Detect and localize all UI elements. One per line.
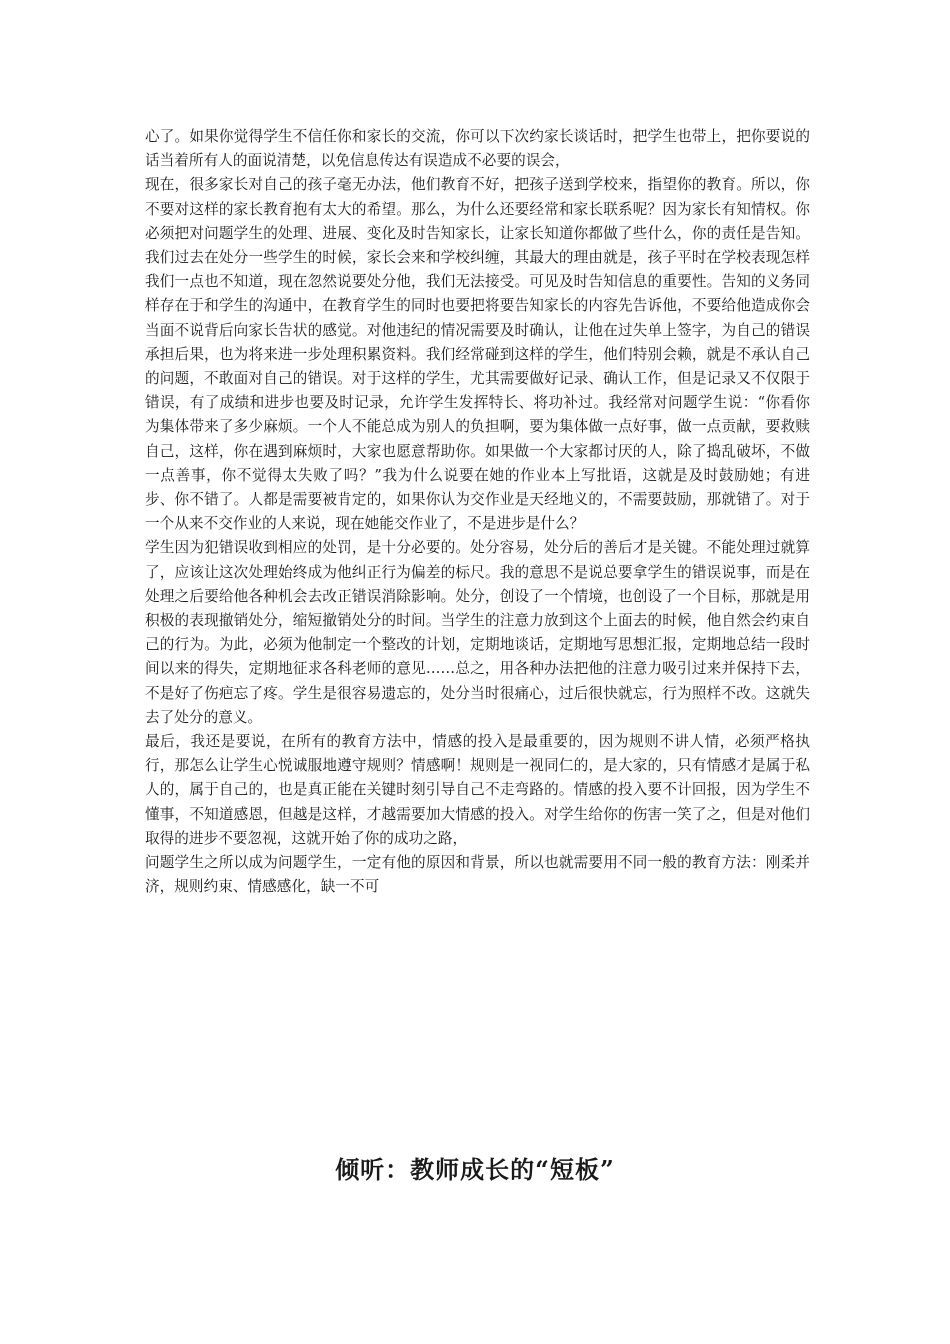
paragraph-punishment-followup: 学生因为犯错误收到相应的处罚，是十分必要的。处分容易，处分后的善后才是关键。不能处理过就算了，应该让这次处理始终成为他纠正行为偏差的标尺。我的意思不是说总要拿学生的错误说事，而是在处理之后要给他各种机会去改正错误消除影响。处分，创设了一个情境，也创设了一个目标，那就是用积极的表现撤销处分，缩短撤销处分的时间。当学生的注意力放到这个上面去的时候，他自然会约束自己的行为。为此，必须为他制定一个整改的计划，定期地谈话，定期地写思想汇报，定期地总结一段时间以来的得失，定期地征求各科老师的意见……总之，用各种办法把他的注意力吸引过来并保持下去，不是好了伤疤忘了疼。学生是很容易遗忘的，处分当时很痛心，过后很快就忘，行为照样不改。这就失去了处分的意义。	[145, 539, 810, 726]
paragraph-emotional-investment: 最后，我还是要说，在所有的教育方法中，情感的投入是最重要的，因为规则不讲人情，必须严格执行，那怎么让学生心悦诚服地遵守规则？情感啊！规则是一视同仁的，是大家的，只有情感才是属于私人的，属于自己的，也是真正能在关键时刻引导自己不走弯路的。情感的投入要不计回报，因为学生不懂事，不知道感恩，但越是这样，才越需要加大情感的投入。对学生给你的伤害一笑了之，但是对他们取得的进步不要忽视，这就开始了你的成功之路，	[145, 733, 810, 847]
paragraph-inform-parents: 现在，很多家长对自己的孩子毫无办法，他们教育不好，把孩子送到学校来，指望你的教育。所以，你不要对这样的家长教育抱有太大的希望。那么，为什么还要经常和家长联系呢？因为家长有知情权。你必须把对问题学生的处理、进展、变化及时告知家长，让家长知道你都做了些什么，你的责任是告知。我们过去在处分一些学生的时候，家长会来和学校纠缠，其最大的理由就是，孩子平时在学校表现怎样我们一点也不知道，现在忽然说要处分他，我们无法接受。可见及时告知信息的重要性。告知的义务同样存在于和学生的沟通中，在教育学生的同时也要把将要告知家长的内容先告诉他，不要给他造成你会当面不说背后向家长告状的感觉。对他违纪的情况需要及时确认，让他在过失单上签字，为自己的错误承担后果，也为将来进一步处理积累资料。我们经常碰到这样的学生，他们特别会赖，就是不承认自己的问题，不敢面对自己的错误。对于这样的学生，尤其需要做好记录、确认工作，但是记录又不仅限于错误，有了成绩和进步也要及时记录，允许学生发挥特长、将功补过。我经常对问题学生说：“你看你为集体带来了多少麻烦。一个人不能总成为别人的负担啊，要为集体做一点好事，做一点贡献，要救赎自己，这样，你在遇到麻烦时，大家也愿意帮助你。如果做一个大家都讨厌的人，除了捣乱破坏，不做一点善事，你不觉得太失败了吗？”我为什么说要在她的作业本上写批语，这就是及时鼓励她；有进步、你不错了。人都是需要被肯定的，如果你认为交作业是天经地义的，不需要鼓励，那就错了。对于一个从来不交作业的人来说，现在她能交作业了，不是进步是什么？	[145, 176, 810, 533]
paragraph-conclusion: 问题学生之所以成为问题学生，一定有他的原因和背景，所以也就需要用不同一般的教育方法：刚柔并济，规则约束、情感感化，缺一不可	[145, 854, 810, 896]
section-title: 倾听：教师成长的“短板”	[335, 1155, 615, 1184]
paragraph-parent-communication: 心了。如果你觉得学生不信任你和家长的交流，你可以下次约家长谈话时，把学生也带上，把你要说的话当着所有人的面说清楚，以免信息传达有误造成不必要的误会，	[145, 128, 810, 170]
article-body	[145, 125, 810, 900]
